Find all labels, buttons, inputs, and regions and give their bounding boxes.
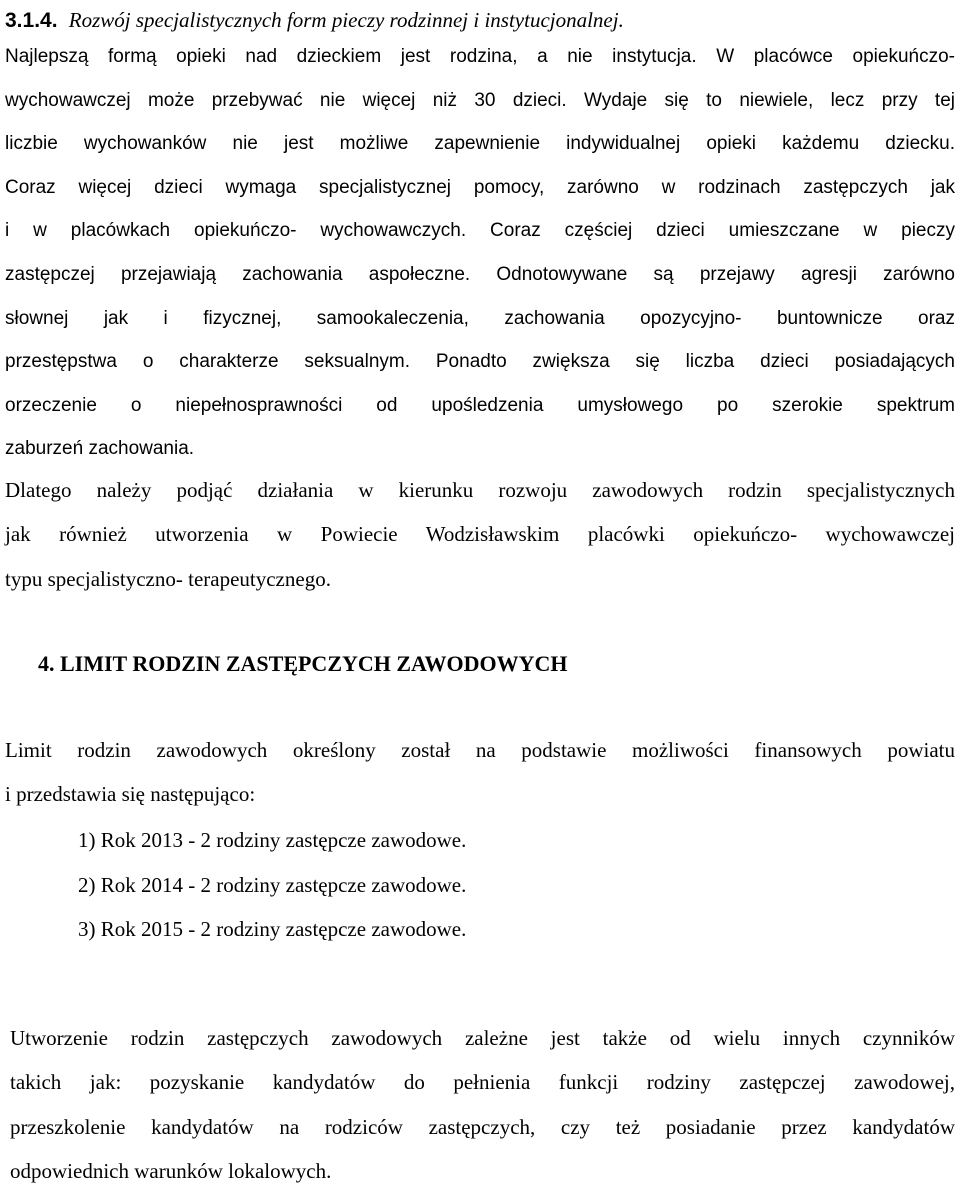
section-4-title: 4. LIMIT RODZIN ZASTĘPCZYCH ZAWODOWYCH — [38, 651, 568, 676]
paragraph-line: Utworzenie rodzin zastępczych zawodowych zależne jest także od wielu innych czynników — [10, 1026, 955, 1050]
paragraph-line: typu specjalistyczno- terapeutycznego. — [5, 566, 331, 591]
paragraph-line: i przedstawia się następująco: — [5, 782, 256, 807]
paragraph-line: zaburzeń zachowania. — [5, 438, 195, 460]
list-item: 3) Rok 2015 - 2 rodziny zastępcze zawodowe. — [78, 917, 467, 941]
paragraph-line: słownej jak i fizycznej, samookaleczenia, zachowania opozycyjno- buntownicze oraz — [5, 307, 955, 329]
paragraph-intro — [5, 35, 955, 471]
list-item: 2) Rok 2014 - 2 rodziny zastępcze zawodowe. — [78, 872, 467, 897]
subsection-title: Rozwój specjalistycznych form pieczy rodzinnej i instytucjonalnej. — [68, 8, 624, 32]
paragraph-line: Dlatego należy podjąć działania w kierunku rozwoju zawodowych rodzin specjalistycznych — [5, 478, 955, 502]
paragraph-line: zastępczej przejawiają zachowania aspołeczne. Odnotowywane są przejawy agresji zarówno — [5, 263, 955, 285]
paragraph-conditions — [10, 1016, 955, 1193]
paragraph-recommendation — [5, 468, 955, 601]
paragraph-line: przeszkolenie kandydatów na rodziców zastępczych, czy też posiadanie przez kandydatów — [10, 1114, 955, 1139]
paragraph-limit-intro — [5, 728, 955, 817]
subsection-heading — [5, 2, 955, 39]
paragraph-line: liczbie wychowanków nie jest możliwe zapewnienie indywidualnej opieki każdemu dziecku. — [5, 133, 955, 155]
paragraph-line: takich jak: pozyskanie kandydatów do pełnienia funkcji rodziny zastępczej zawodowej, — [10, 1070, 955, 1095]
paragraph-line: Najlepszą formą opieki nad dzieckiem jest rodzina, a nie instytucja. W placówce opiekuńczo- — [5, 46, 955, 67]
paragraph-line: orzeczenie o niepełnosprawności od upośledzenia umysłowego po szerokie spektrum — [5, 394, 955, 416]
paragraph-line: i w placówkach opiekuńczo- wychowawczych. Coraz częściej dzieci umieszczane w pieczy — [5, 220, 955, 242]
paragraph-line: odpowiednich warunków lokalowych. — [10, 1158, 332, 1183]
paragraph-line: Coraz więcej dzieci wymaga specjalistycznej pomocy, zarówno w rodzinach zastępczych jak — [5, 176, 955, 198]
paragraph-line: przestępstwa o charakterze seksualnym. Ponadto zwiększa się liczba dzieci posiadających — [5, 351, 955, 373]
limit-list — [78, 818, 466, 952]
paragraph-line: Limit rodzin zawodowych określony został na podstawie możliwości finansowych powiatu — [5, 738, 955, 762]
subsection-number: 3.1.4. — [5, 9, 58, 32]
paragraph-line: jak również utworzenia w Powiecie Wodzisławskim placówki opiekuńczo- wychowawczej — [5, 522, 955, 547]
list-item: 1) Rok 2013 - 2 rodziny zastępcze zawodowe. — [78, 828, 467, 852]
paragraph-line: wychowawczej może przebywać nie więcej niż 30 dzieci. Wydaje się to niewiele, lecz przy tej — [5, 89, 955, 111]
